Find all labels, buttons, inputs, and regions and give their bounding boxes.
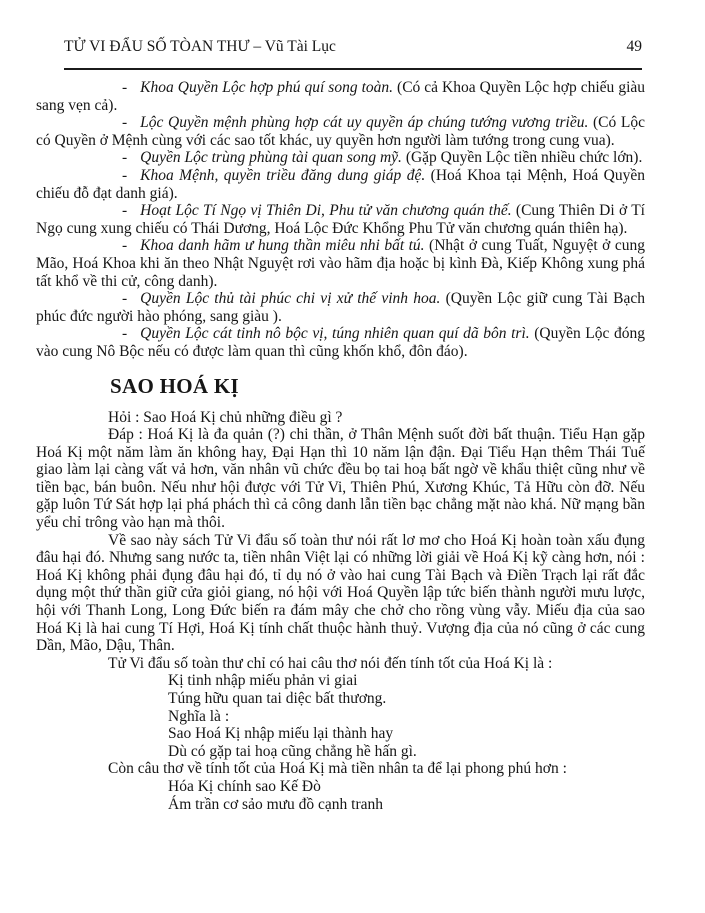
bullet-lead: Khoa Quyền Lộc hợp phú quí song toàn. bbox=[140, 79, 394, 96]
list-item bbox=[36, 325, 645, 360]
bullet-lead: Quyền Lộc cát tinh nô bộc vị, túng nhiên quan quí dã bôn trì. bbox=[140, 325, 530, 343]
bullet-lead: Khoa danh hãm ư hung thần miêu nhi bất tú. bbox=[140, 237, 425, 255]
header-title: TỬ VI ĐẨU SỐ TÒAN THƯ – Vũ Tài Lục bbox=[64, 38, 336, 55]
poem-intro: Tử Vi đẩu số toàn thư chỉ có hai câu thơ nói đến tính tốt của Hoá Kị là : bbox=[108, 654, 553, 672]
poem-line: Ám trần cơ sảo mưu đồ cạnh tranh bbox=[168, 795, 384, 813]
list-item bbox=[36, 290, 645, 325]
bullet-text: (Có cả Khoa Quyền Lộc hợp chiếu giàu sang vẹn cả). bbox=[36, 79, 645, 114]
paragraph-commentary: Về sao này sách Tử Vi đẩu số toàn thư nói rất lơ mơ cho Hoá Kị hoàn toàn xấu đụng đâu hại đó. Nhưng sang nước ta, tiền nhân Việt lại có những lời giải về Hoá Kị kỹ càng hơn, nói : Hoá Kị không phải đụng đâu hại đó, tỉ dụ nó ở vào hai cung Tài Bạch và Điền Trạch lại rất đắc dụng một thứ thần giữ cửa giỏi giang, nó hội với Hoá Quyền lập tức biến thành người mưu lược, hội với Thanh Long, Long Đức biến ra đám mây che chở cho rồng vùng vẫy. Miếu địa của sao Hoá Kị là hai cung Tí Hợi, Hoá Kị tính chất thuộc hành thuỷ. Vượng địa của nó cũng ở các cung Dần, Mão, Dậu, Thân. bbox=[36, 531, 645, 655]
bullet-lead: Hoạt Lộc Tí Ngọ vị Thiên Di, Phu tử văn chương quán thế. bbox=[140, 202, 512, 220]
poem-line: Sao Hoá Kị nhập miếu lại thành hay bbox=[168, 725, 394, 743]
page-header bbox=[64, 0, 642, 70]
list-item bbox=[36, 114, 645, 149]
page-body bbox=[36, 79, 645, 813]
bullet-dash: - bbox=[122, 79, 128, 96]
bullet-text: (Có Lộc có Quyền ở Mệnh cùng với các sao tốt khác, uy quyền hơn người làm tướng trong cung vua). bbox=[36, 114, 645, 149]
bullet-dash: - bbox=[122, 149, 128, 167]
bullet-dash: - bbox=[122, 114, 128, 132]
section-heading: SAO HOÁ KỊ bbox=[110, 373, 240, 398]
list-item bbox=[36, 202, 645, 237]
bullet-text: (Nhật ở cung Tuất, Nguyệt ở cung Mão, Hoá Khoa khi ăn theo Nhật Nguyệt rơi vào hãm địa hoặc bị kình Đà, Kiếp Không xung phá tất khổ về thi cử, công danh). bbox=[36, 237, 645, 290]
bullet-dash: - bbox=[122, 202, 128, 220]
poem-line: Kị tinh nhập miếu phản vi giai bbox=[168, 672, 358, 690]
poem-line: Dù có gặp tai hoạ cũng chẳng hề hấn gì. bbox=[168, 742, 417, 760]
poem-line: Hóa Kị chính sao Kế Đò bbox=[168, 777, 321, 795]
poem-intro: Còn câu thơ về tính tốt của Hoá Kị mà tiền nhân ta để lại phong phú hơn : bbox=[108, 760, 567, 778]
bullet-lead: Lộc Quyền mệnh phùng hợp cát uy quyền áp chúng tướng vương triều. bbox=[140, 114, 589, 132]
bullet-dash: - bbox=[122, 237, 128, 255]
bullet-lead: Quyền Lộc thủ tài phúc chi vị xử thế vinh hoa. bbox=[140, 290, 441, 308]
bullet-text: (Gặp Quyền Lộc tiền nhiều chức lớn). bbox=[401, 149, 643, 167]
bullet-text: (Quyền Lộc giữ cung Tài Bạch phúc đức người hào phóng, sang giàu ). bbox=[36, 290, 645, 325]
list-item bbox=[36, 79, 645, 114]
bullet-dash: - bbox=[122, 325, 128, 343]
bullet-text: (Cung Thiên Di ở Tí Ngọ cung xung chiếu có Thái Dương, Hoá Lộc Đức Khổng Phu Tử văn chương quán thiên hạ). bbox=[36, 202, 645, 237]
poem-line: Nghĩa là : bbox=[168, 707, 230, 725]
bullet-dash: - bbox=[122, 166, 128, 184]
list-item bbox=[36, 167, 645, 202]
list-item bbox=[36, 237, 645, 290]
paragraph-question: Hỏi : Sao Hoá Kị chủ những điều gì ? bbox=[108, 408, 343, 426]
list-item bbox=[36, 149, 645, 167]
bullet-text: (Quyền Lộc đóng vào cung Nô Bộc nếu có được làm quan thì cũng khốn khổ, đôn đáo). bbox=[36, 325, 645, 360]
paragraph-answer: Đáp : Hoá Kị là đa quản (?) chi thần, ở Thân Mệnh suốt đời bất thuận. Tiểu Hạn gặp Hoá Kị một năm làm ăn không hay, Đại Hạn thì 10 năm lận đận. Đại Tiểu Hạn thêm Thái Tuế giao làm lại càng vất vả hơn, văn nhân vũ chức đều bọ tai hoạ bất ngờ về khẩu thiệt cũng như về tiền bạc, bán buôn. Nếu như hội được với Tử Vi, Thiên Phú, Xương Khúc, Tả Hữu còn đỡ. Nếu gặp luôn Tứ Sát hợp lại phá phách thì cả công danh lẫn tiền bạc chẳng mặt nào khá. Nữ mạng bần yểu chỉ trông vào hạn mà thôi. bbox=[36, 426, 645, 532]
page-number: 49 bbox=[626, 38, 642, 55]
poem-line: Túng hữu quan tai diệc bất thương. bbox=[168, 690, 387, 707]
bullet-dash: - bbox=[122, 290, 128, 308]
bullet-lead: Khoa Mệnh, quyền triều đăng dung giáp đệ. bbox=[140, 166, 426, 184]
bullet-text: (Hoá Khoa tại Mệnh, Hoá Quyền chiếu đỗ đạt danh giá). bbox=[36, 166, 645, 202]
bullet-lead: Quyền Lộc trùng phùng tài quan song mỹ. bbox=[140, 149, 402, 167]
